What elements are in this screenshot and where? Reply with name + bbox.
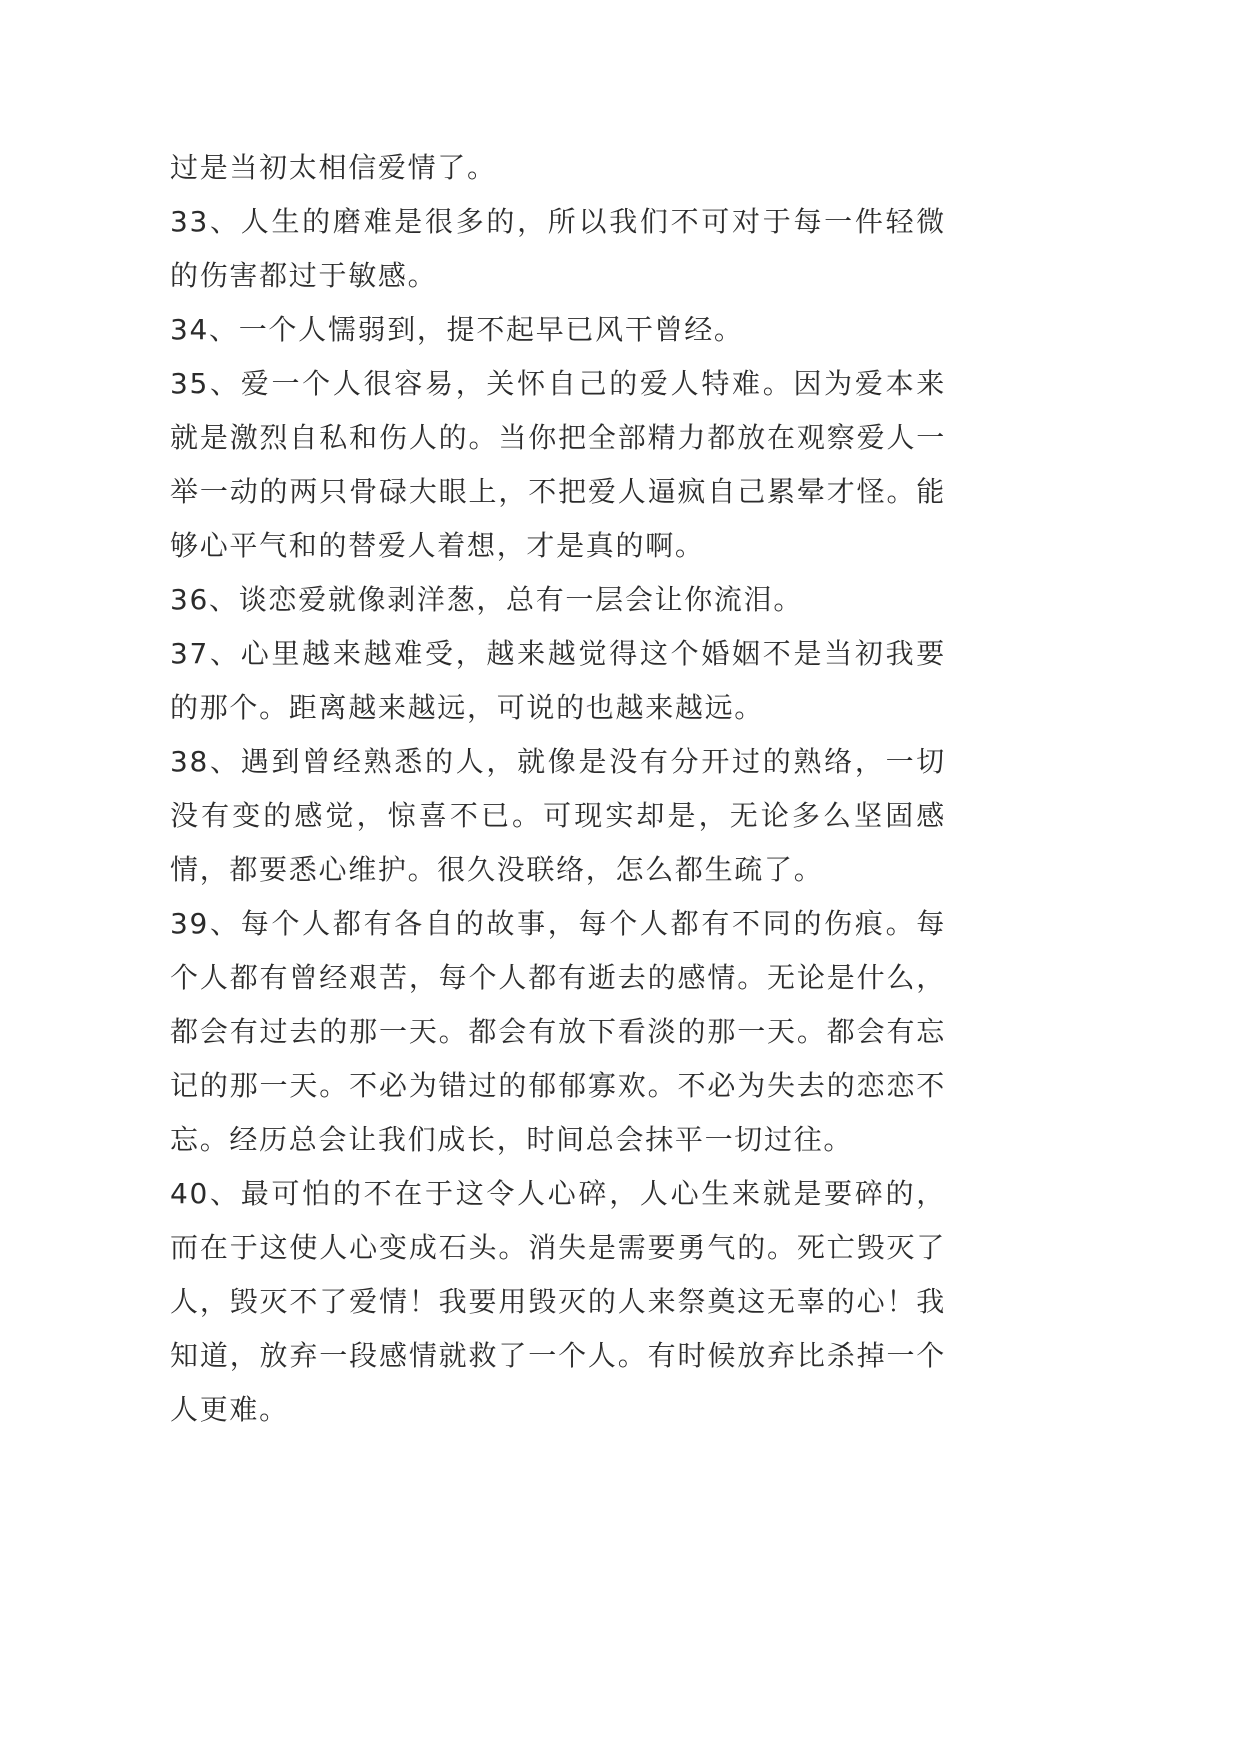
paragraph-36: 36、谈恋爱就像剥洋葱，总有一层会让你流泪。 — [170, 583, 804, 616]
paragraph-37: 37、心里越来越难受，越来越觉得这个婚姻不是当初我要的那个。距离越来越远，可说的也越来越远。 — [170, 637, 946, 724]
paragraph-continuation: 过是当初太相信爱情了。 — [170, 151, 497, 184]
paragraph-34: 34、一个人懦弱到，提不起早已风干曾经。 — [170, 313, 744, 346]
paragraph-39: 39、每个人都有各自的故事，每个人都有不同的伤痕。每个人都有曾经艰苦，每个人都有逝去的感情。无论是什么，都会有过去的那一天。都会有放下看淡的那一天。都会有忘记的那一天。不必为错过的郁郁寡欢。不必为失去的恋恋不忘。经历总会让我们成长，时间总会抹平一切过往。 — [170, 907, 946, 1156]
paragraph-35: 35、爱一个人很容易，关怀自己的爱人特难。因为爱本来就是激烈自私和伤人的。当你把全部精力都放在观察爱人一举一动的两只骨碌大眼上，不把爱人逼疯自己累晕才怪。能够心平气和的替爱人着想，才是真的啊。 — [170, 367, 946, 562]
document-body — [170, 141, 946, 1437]
paragraph-33: 33、人生的磨难是很多的，所以我们不可对于每一件轻微的伤害都过于敏感。 — [170, 205, 946, 292]
paragraph-38: 38、遇到曾经熟悉的人，就像是没有分开过的熟络，一切没有变的感觉，惊喜不已。可现实却是，无论多么坚固感情，都要悉心维护。很久没联络，怎么都生疏了。 — [170, 745, 946, 886]
paragraph-40: 40、最可怕的不在于这令人心碎，人心生来就是要碎的，而在于这使人心变成石头。消失是需要勇气的。死亡毁灭了人，毁灭不了爱情！我要用毁灭的人来祭奠这无辜的心！我知道，放弃一段感情就救了一个人。有时候放弃比杀掉一个人更难。 — [170, 1177, 946, 1426]
